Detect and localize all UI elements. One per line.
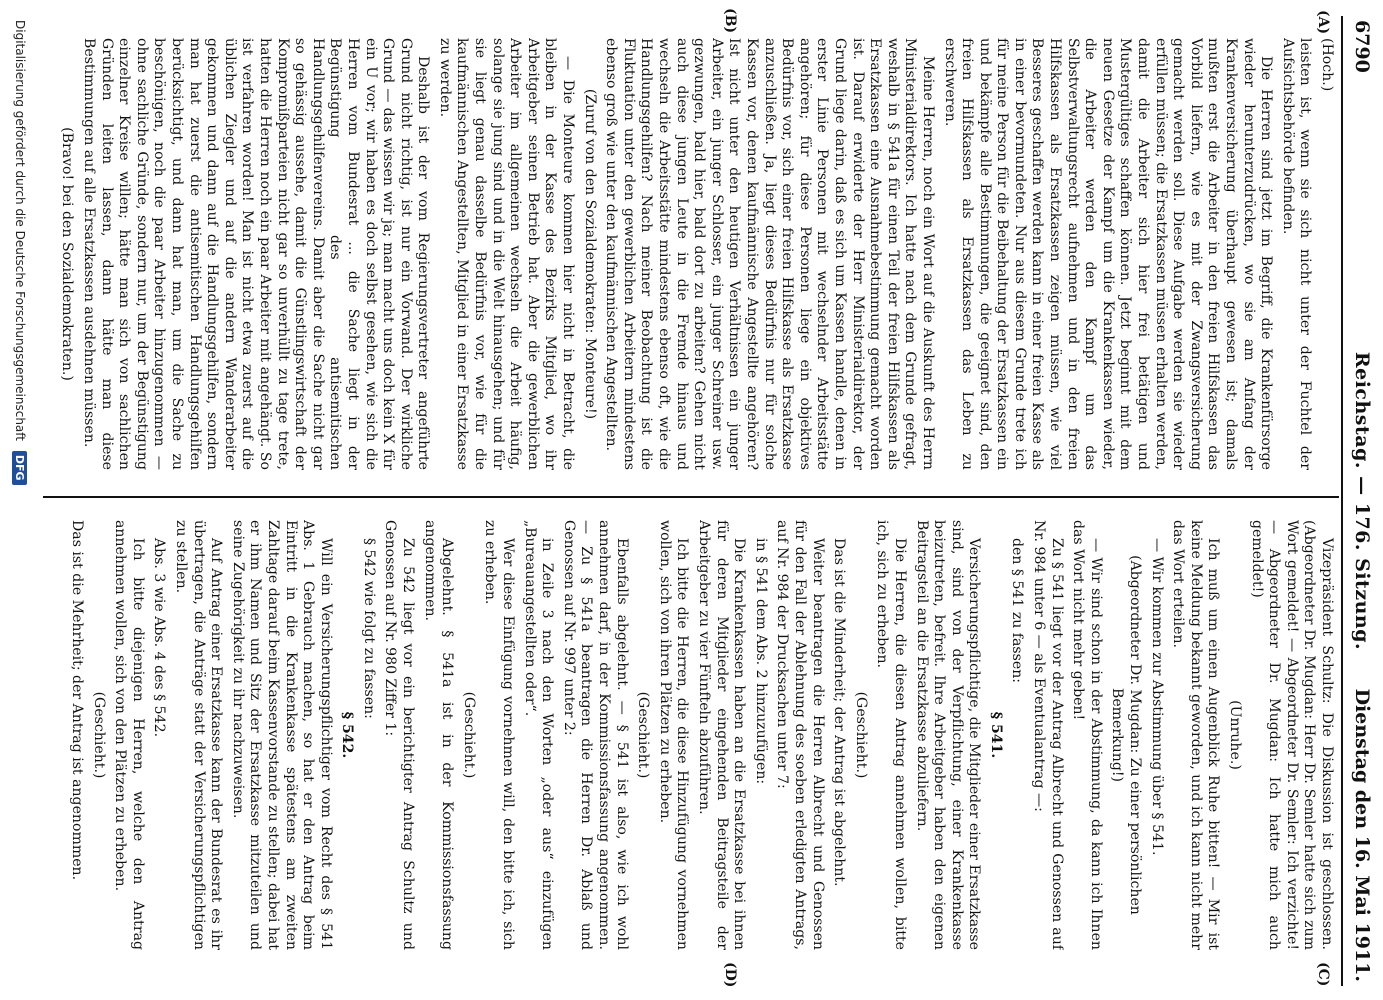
page-title: Reichstag. — 176. Sitzung. — [1351, 351, 1373, 651]
paragraph: den § 541 zu fassen: — [1009, 538, 1026, 684]
paragraph: — Wir sind schon in der Abstimmung, da kann ich Ihnen das Wort nicht mehr geben! — [1070, 520, 1104, 950]
interjection: (Geschieht.) — [460, 691, 477, 779]
paragraph: in § 541 dem Abs. 2 hinzuzufügen: — [752, 538, 769, 785]
paragraph: Das ist die Minderheit; der Antrag ist abgelehnt. — [831, 538, 848, 887]
interjection: (Bravo! bei den Sozialdemokraten.) — [59, 127, 76, 381]
section-heading: § 542. — [339, 711, 356, 759]
margin-marker-d: (D) — [722, 962, 738, 988]
margin-marker-a: (A) — [1315, 10, 1331, 35]
interjection: (Geschieht.) — [90, 691, 107, 779]
paragraph: § 542 wie folgt zu fassen: — [360, 538, 377, 719]
digitization-note: Digitalisierung gefördert durch die Deutsche Forschungsgemeinschaft — [13, 20, 27, 442]
left-column — [45, 38, 1335, 470]
page-number: 6790 — [1351, 20, 1373, 73]
paragraph: Die Herren, die diesen Antrag annehmen wollen, bitte ich, sich zu erheben. — [874, 520, 908, 950]
paragraph: Deshalb ist der vom Regierungsvertreter angeführte Grund nicht richtig, ist nur ein Vorwand. Der wirkliche Grund — das wissen wir ja; man macht uns doch kein X für ein U vor; wir haben es doch selbst gesehen, wie sich die Herren vom Bundesrat ... die Sache liegt in der Begünstigung des antisemitischen Handlungsgehilfenvereins. Damit aber die Sache nicht gar so gehässig aussehe, damit die Günstlingswirtschaft der Kompromißparteien nicht gar so unverhüllt zu tage trete, hatten die Herren noch ein paar Arbeiter mit angehängt. So ist verfahren worden! Man ist nicht etwa zuerst auf die üblichen Ziegler und auf die andern Wanderarbeiter gekommen und dann auf die Handlungsgehilfen, sondern man hat zuerst die antisemitischen Handlungsgehilfen berücksichtigt, und dann hat man, um die Sache zu beschönigen, noch die paar Arbeiter hinzugenommen — ohne sachliche Gründe, sondern nur, um der Begünstigung einzelner Kreise willen; hätte man sich von sachlichen Gründen leiten lassen, dann hätte man diese Bestimmungen auf alle Ersatzkassen ausdehnen müssen. — [81, 38, 432, 470]
column-divider — [43, 496, 1339, 498]
margin-marker-b: (B) — [722, 8, 738, 34]
paragraph: Zu § 541 liegt vor der Antrag Albrecht und Genossen auf Nr. 984 unter 6 — als Eventualantrag —: — [1031, 520, 1065, 950]
paragraph: Ich bitte diejenigen Herren, welche den Antrag annehmen wollen, sich von den Plätzen zu erheben. — [112, 520, 146, 950]
paragraph: Wer diese Einfügung vornehmen will, den bitte ich, sich zu erheben. — [482, 520, 517, 950]
paragraph: Meine Herren, noch ein Wort auf die Auskunft des Herrn Ministerialdirektors. Ich hatte nach dem Grunde gefragt, weshalb in § 541a für einen Teil der freien Hilfskassen als Ersatzkassen eine Ausnahmebestimmung gemacht worden ist. Darauf erwiderte der Herr Ministerialdirektor, der Grund liege darin, daß es sich um Kassen handle, denen in erster Linie Personen mit wechselnder Arbeitsstätte angehören; für diese Personen liege ein objektives Bedürfnis vor, sich einer freien Hilfskasse als Ersatzkasse anzuschließen. Ja, liegt dieses Bedürfnis nur für solche Kassen vor, denen kaufmännische Angestellte angehören? Ist nicht unter den heutigen Verhältnissen ein junger Arbeiter, ein junger Schlosser, ein junger Schreiner usw. gezwungen, bald hier, bald dort zu arbeiten? Gehen nicht auch diese jungen Leute in die Fremde hinaus und wechseln die Arbeitsstätte mindestens ebenso oft, wie die Handlungsgehilfen? Nach meiner Beobachtung ist die Fluktuation unter den gewerblichen Arbeitern mindestens ebenso groß wie unter den kaufmännischen Angestellten. — [603, 38, 936, 470]
paragraph: Ich muß um einen Augenblick Ruhe bitten! — Mir ist keine Meldung bekannt geworden, und ich kann nicht mehr das Wort erteilen. — [1170, 520, 1222, 950]
right-column — [45, 520, 1335, 950]
section-heading: § 541. — [987, 711, 1004, 759]
paragraph: Ebenfalls abgelehnt. — § 541 ist also, wie ich wohl annehmen darf, in der Kommissionsfassung angenommen. — Zu § 541a beantragen die Herren Dr. Ablaß und Genossen auf Nr. 997 unter 2: — [560, 520, 630, 950]
header-rule — [1341, 16, 1343, 986]
digitization-footer — [5, 20, 27, 980]
paragraph: — Wir kommen zur Abstimmung über § 541. — [1148, 538, 1165, 856]
session-date: Dienstag den 16. Mai 1911. — [1351, 688, 1373, 982]
paragraph: Abs. 3 wie Abs. 4 des § 542. — [151, 538, 168, 738]
paragraph: Vizepräsident Schultz: Die Diskussion ist geschlossen. (Abgeordneter Dr. Mugdan: Herr Dr. Semler hatte sich zum Wort gemeldet! — Abgeordneter Dr. Semler: Ich verzichte! — Abgeordneter Dr. Mugdan: Ich hatte mich auch gemeldet!) — [1248, 520, 1335, 950]
interjection: (Abgeordneter Dr. Mugdan: Zu einer persönlichen Bemerkung!) — [1109, 555, 1144, 915]
interjection: (Unruhe.) — [1227, 700, 1244, 770]
interjection: (Zuruf von den Sozialdemokraten: Monteure!) — [581, 88, 598, 420]
paragraph: (Hoch.) — [1319, 38, 1335, 92]
paragraph: Das ist die Mehrheit; der Antrag ist angenommen. — [69, 520, 85, 881]
margin-marker-c: (C) — [1315, 962, 1331, 987]
interjection: (Geschieht.) — [635, 691, 652, 779]
paragraph: Die Krankenkassen haben an die Ersatzkasse bei ihnen für deren Mitglieder eingehenden Beitragsteile der Arbeitgeber zu vier Fünfteln abzuführen. — [696, 520, 748, 950]
dfg-logo: DFG — [12, 451, 27, 485]
paragraph: Weiter beantragen die Herren Albrecht und Genossen für den Fall der Ablehnung des soeben erledigten Antrags, auf Nr. 984 der Drucksachen unter 7: — [774, 520, 826, 950]
paragraph: — Die Monteure kommen hier nicht in Betracht, die bleiben in der Kasse des Bezirks Mitglied, wo ihr Arbeitgeber seinen Betrieb hat. Aber die gewerblichen Arbeiter im allgemeinen wechseln die Arbeit häufig, solange sie jung sind und in die Welt hinausgehen; und für sie liegt genau dasselbe Bedürfnis vor, wie für die kaufmännischen Angestellten, Mitglied in einer Ersatzkasse zu werden. — [436, 38, 577, 470]
paragraph: Will ein Versicherungspflichtiger vom Recht des § 541 Abs. 1 Gebrauch machen, so hat er den Antrag beim Eintritt in die Krankenkasse spätestens am zweiten Zahltage darauf beim Kassenvorstande zu stellen; dabei hat er ihm Namen und Sitz der Ersatzkasse mitzuteilen und seine Zugehörigkeit zu ihr nachzuweisen. — [229, 520, 334, 950]
paragraph: Auf Antrag einer Ersatzkasse kann der Bundesrat es ihr übertragen, die Anträge statt der Versicherungspflichtigen zu stellen. — [172, 520, 225, 950]
paragraph: Abgelehnt. § 541a ist in der Kommissionsfassung angenommen. — [421, 520, 456, 950]
paragraph: in Zeile 3 nach den Worten „oder aus“ einzufügen „Bureauangestellten oder“. — [521, 520, 556, 950]
paragraph: Die Herren sind jetzt im Begriff, die Krankenfürsorge wieder herunterzudrücken, wo sie am Anfang der Krankenversicherung überhaupt gewesen ist; damals mußten erst die Arbeiter in den freien Hilfskassen das Vorbild liefern, wie es mit der Zwangsversicherung gemacht werden soll. Diese Aufgabe werden sie wieder erfüllen müssen; die Ersatzkassen müssen erhalten werden, damit die Arbeiter sich hier frei betätigen und Mustergültiges schaffen können. Jetzt beginnt mit dem neuen Gesetze der Kampf um die Krankenkassen wieder, die Arbeiter werden den Kampf um das Selbstverwaltungsrecht aufnehmen und in den freien Hilfskassen als Ersatzkassen zeigen müssen, wie viel Besseres geschaffen werden kann in einer freien Kasse als in einer bevormundeten. Nur aus diesem Grunde trete ich für meine Person für die Beibehaltung der Ersatzkassen ein und bekämpfe alle Bestimmungen, die geeignet sind, den freien Hilfskassen als Ersatzkassen das Leben zu erschweren. — [941, 38, 1275, 470]
paragraph: Versicherungspflichtige, die Mitglieder einer Ersatzkasse sind, sind von der Verpflichtung, einer Krankenkasse beizutreten, befreit. Ihre Arbeitgeber haben den eigenen Beitragsteil an die Ersatzkasse abzuliefern. — [913, 520, 983, 950]
paragraph: Ich bitte die Herren, die diese Hinzufügung vornehmen wollen, sich von ihren Plätzen zu erheben. — [656, 520, 691, 950]
paragraph: leisten ist, wenn sie sich nicht unter der Fuchtel der Aufsichtsbehörde befinden. — [1279, 38, 1314, 470]
paragraph: Zu 542 liegt vor ein berichtigter Antrag Schultz und Genossen auf Nr. 980 Ziffer 1: — [382, 520, 417, 950]
page-header — [1347, 16, 1375, 986]
interjection: (Geschieht.) — [852, 691, 869, 779]
